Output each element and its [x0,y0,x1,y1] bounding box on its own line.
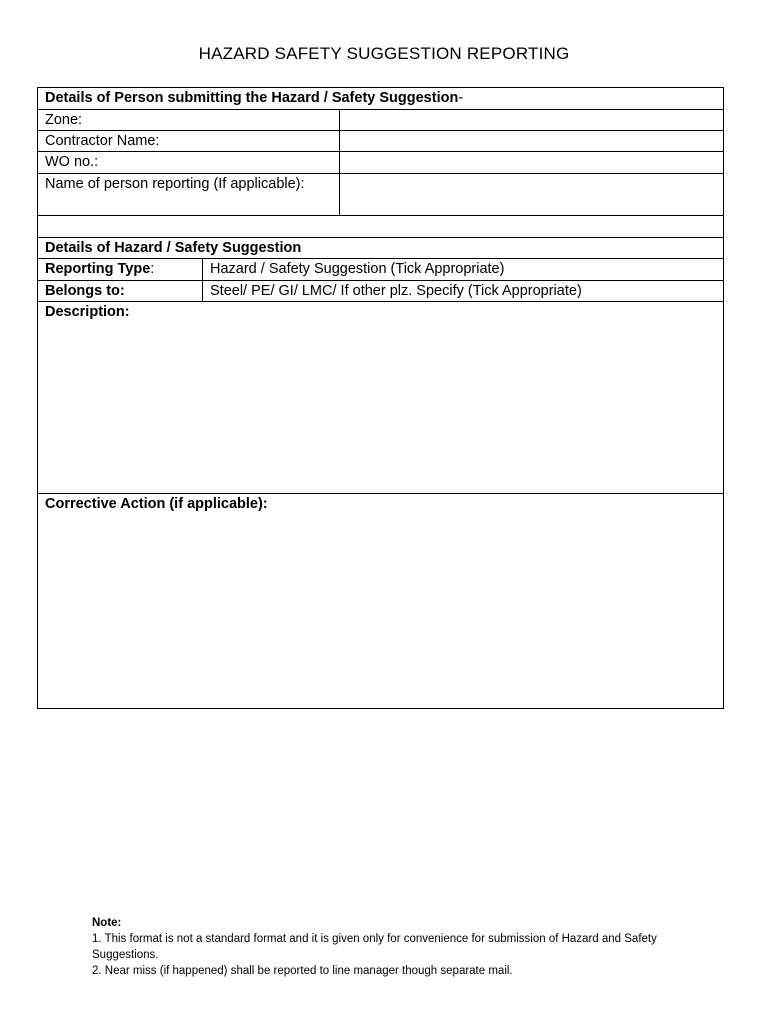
belongs-to-label: Belongs to: [45,283,125,299]
note-heading: Note: [92,917,122,929]
contractor-label: Contractor Name: [45,133,160,149]
zone-label: Zone: [45,112,83,128]
description-row[interactable] [38,302,723,494]
heading-suffix: - [458,90,464,106]
belongs-to-row [38,281,723,302]
reporter-name-row [38,174,723,216]
reporting-type-label: Reporting Type [45,261,151,277]
contractor-field[interactable] [339,131,723,151]
wo-label: WO no.: [45,154,99,170]
reporting-type-colon: : [150,261,155,277]
wo-row [38,152,723,174]
reporting-type-value[interactable]: Hazard / Safety Suggestion (Tick Appropriate) [202,259,723,280]
zone-field[interactable] [339,110,723,130]
wo-field[interactable] [339,152,723,173]
person-details-heading: Details of Person submitting the Hazard / Safety Suggestion [45,90,459,106]
corrective-action-label: Corrective Action (if applicable): [45,496,268,512]
person-details-heading-row [38,88,723,110]
hazard-details-heading: Details of Hazard / Safety Suggestion [45,240,302,256]
report-form-table [37,87,724,709]
spacer-row [38,216,723,238]
reporter-name-label: Name of person reporting (If applicable): [45,176,305,192]
corrective-action-row[interactable] [38,494,723,708]
belongs-to-value[interactable]: Steel/ PE/ GI/ LMC/ If other plz. Specify (Tick Appropriate) [202,281,723,301]
reporting-type-row [38,259,723,281]
zone-row [38,110,723,131]
page-title: HAZARD SAFETY SUGGESTION REPORTING [198,44,570,63]
description-label: Description: [45,304,130,320]
note-line-1: 1. This format is not a standard format and it is given only for convenience for submission of Hazard and Safety Suggestions. [92,933,657,961]
note-line-2: 2. Near miss (if happened) shall be reported to line manager though separate mail. [92,965,513,977]
reporter-name-field[interactable] [339,174,723,215]
hazard-details-heading-row [38,238,723,259]
note-block [92,915,692,979]
contractor-row [38,131,723,152]
